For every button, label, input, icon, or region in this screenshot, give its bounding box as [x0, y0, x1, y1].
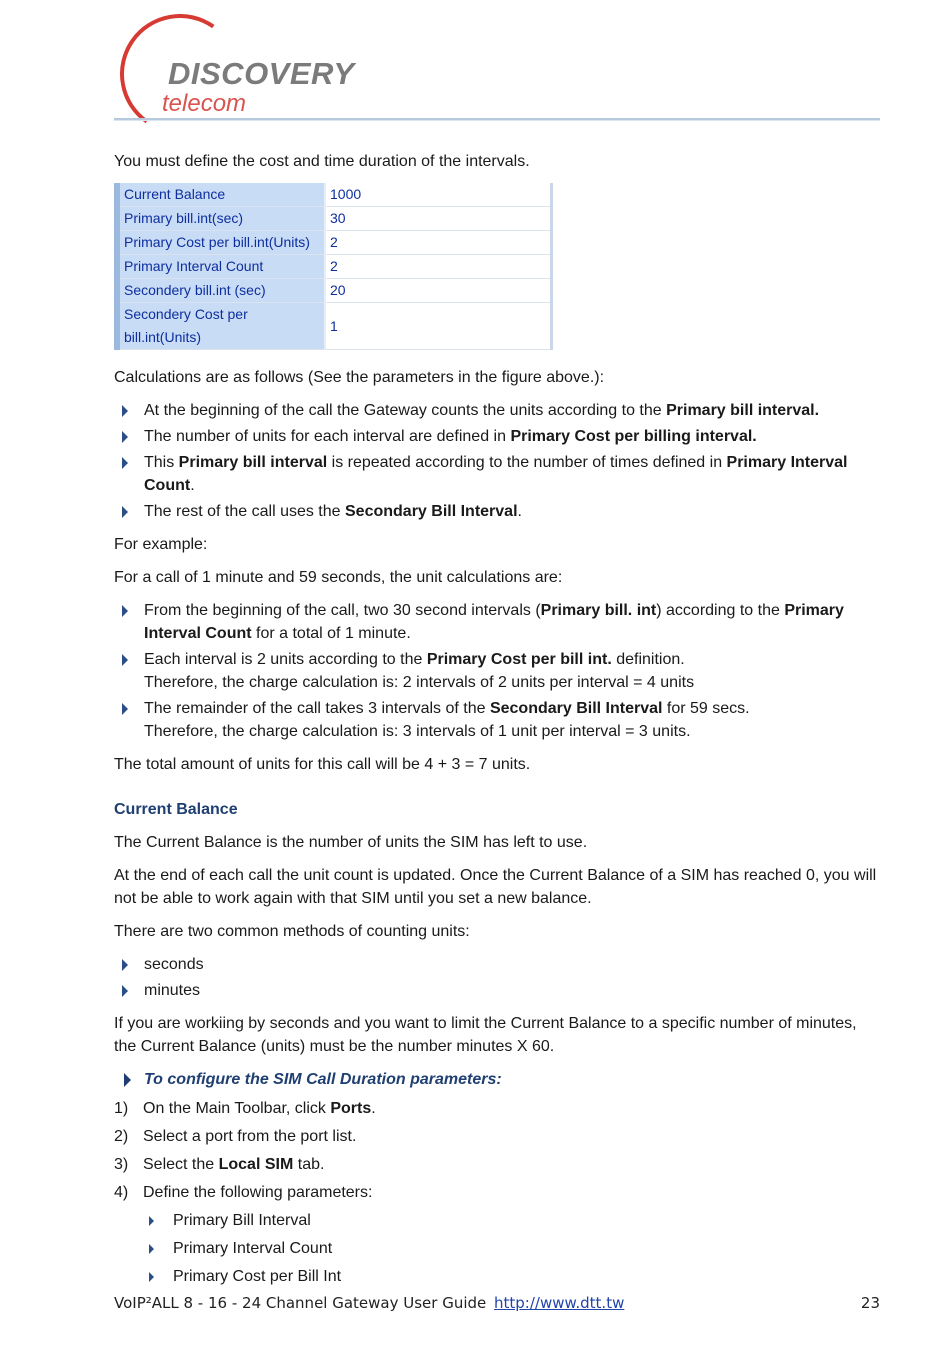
table-row: [117, 255, 552, 279]
list-item: 1) On the Main Toolbar, click Ports.: [114, 1100, 376, 1117]
list-item: Primary Bill Interval: [114, 1209, 880, 1232]
example-intro: For a call of 1 minute and 59 seconds, the unit calculations are:: [114, 569, 563, 586]
page-content: [114, 150, 880, 1298]
param-label: Secondery bill.int (sec): [117, 279, 325, 303]
parameter-table: [114, 183, 553, 350]
list-item: The rest of the call uses the Secondary Bill Interval.: [114, 500, 880, 523]
methods-list: [114, 953, 880, 1002]
table-row: [117, 303, 552, 350]
param-value: 2: [325, 255, 552, 279]
page-number: 23: [860, 1294, 880, 1312]
footer-url-link[interactable]: http://www.dtt.tw: [494, 1294, 625, 1312]
footer-guide-title: VoIP²ALL 8 - 16 - 24 Channel Gateway User Guide: [114, 1294, 487, 1312]
header-divider: [114, 118, 880, 121]
param-value: 2: [325, 231, 552, 255]
bullet-triangle-icon: [149, 1216, 154, 1226]
bullet-triangle-icon: [122, 506, 128, 518]
list-item: The remainder of the call takes 3 intervals of the Secondary Bill Interval for 59 secs. Therefore, the charge calculation is: 3 intervals of 1 unit per interval = 3 units.: [114, 697, 880, 743]
bullet-triangle-icon: [122, 985, 128, 997]
param-label: Primary Interval Count: [117, 255, 325, 279]
list-item: 2) Select a port from the port list.: [114, 1128, 357, 1145]
sub-parameter-list: [114, 1209, 880, 1288]
list-item: From the beginning of the call, two 30 second intervals (Primary bill. int) according to the Primary Interval Count for a total of 1 minute.: [114, 599, 880, 645]
param-value: 1: [325, 303, 552, 350]
list-item: Each interval is 2 units according to the Primary Cost per bill int. definition. Therefore, the charge calculation is: 2 intervals of 2 units per interval = 4 units: [114, 648, 880, 694]
bullet-triangle-icon: [122, 654, 128, 666]
list-item: This Primary bill interval is repeated according to the number of times defined in Primary Interval Count.: [114, 451, 880, 497]
bullet-triangle-icon: [122, 431, 128, 443]
procedure-triangle-icon: [124, 1073, 131, 1087]
bullet-triangle-icon: [122, 457, 128, 469]
bullet-triangle-icon: [149, 1272, 154, 1282]
bullet-triangle-icon: [122, 405, 128, 417]
table-row: [117, 279, 552, 303]
company-logo: [114, 10, 364, 120]
balance-paragraph: At the end of each call the unit count is updated. Once the Current Balance of a SIM has reached 0, you will not be able to work again with that SIM until you set a new balance.: [114, 867, 877, 907]
list-item: Primary Interval Count: [114, 1237, 880, 1260]
param-value: 30: [325, 207, 552, 231]
procedure-steps: [114, 1097, 880, 1204]
calc-intro: Calculations are as follows (See the parameters in the figure above.):: [114, 369, 605, 386]
list-item: 3) Select the Local SIM tab.: [114, 1156, 325, 1173]
bullet-triangle-icon: [122, 959, 128, 971]
list-item: At the beginning of the call the Gateway counts the units according to the Primary bill interval.: [114, 399, 880, 422]
table-row: [117, 183, 552, 207]
param-label: Secondery Cost per bill.int(Units): [117, 303, 325, 350]
list-item: seconds: [114, 953, 880, 976]
example-label: For example:: [114, 536, 208, 553]
balance-paragraph: If you are workiing by seconds and you want to limit the Current Balance to a specific number of minutes, the Current Balance (units) must be the number minutes X 60.: [114, 1015, 857, 1055]
list-item: 4) Define the following parameters:: [114, 1184, 373, 1201]
list-item: minutes: [114, 979, 880, 1002]
param-value: 20: [325, 279, 552, 303]
bullet-triangle-icon: [122, 703, 128, 715]
example-bullet-list: [114, 599, 880, 743]
balance-paragraph: There are two common methods of counting units:: [114, 923, 470, 940]
list-item: The number of units for each interval are defined in Primary Cost per billing interval.: [114, 425, 880, 448]
procedure-title: To configure the SIM Call Duration parameters:: [114, 1068, 880, 1091]
param-label: Primary Cost per bill.int(Units): [117, 231, 325, 255]
calc-bullet-list: [114, 399, 880, 523]
logo-main-text: DISCOVERY: [168, 56, 355, 91]
total-line: The total amount of units for this call will be 4 + 3 = 7 units.: [114, 756, 531, 773]
param-label: Current Balance: [117, 183, 325, 207]
bullet-triangle-icon: [122, 605, 128, 617]
table-row: [117, 231, 552, 255]
section-title: Current Balance: [114, 801, 238, 818]
table-row: [117, 207, 552, 231]
balance-paragraph: The Current Balance is the number of units the SIM has left to use.: [114, 834, 588, 851]
intro-paragraph: You must define the cost and time duration of the intervals.: [114, 153, 530, 170]
param-value: 1000: [325, 183, 552, 207]
list-item: Primary Cost per Bill Int: [114, 1265, 880, 1288]
bullet-triangle-icon: [149, 1244, 154, 1254]
param-label: Primary bill.int(sec): [117, 207, 325, 231]
logo-sub-text: telecom: [162, 90, 247, 117]
